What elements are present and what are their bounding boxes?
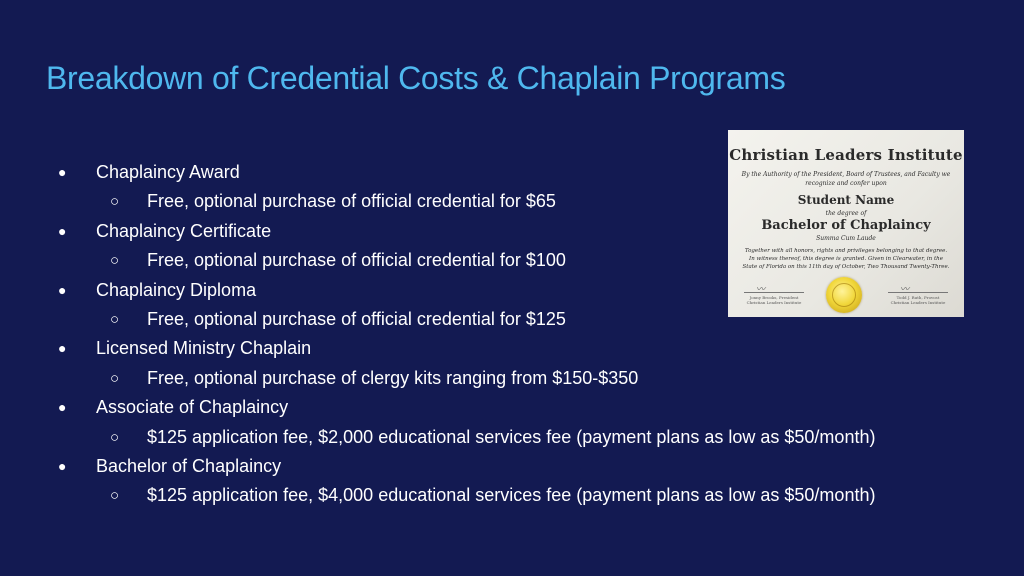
program-label: Chaplaincy Diploma xyxy=(96,279,257,300)
certificate-honors: Summa Cum Laude xyxy=(816,235,876,242)
bullet-icon: ● xyxy=(58,164,67,180)
program-cost: Free, optional purchase of clergy kits ranging from $150-$350 xyxy=(147,367,639,388)
signature-line xyxy=(744,292,804,293)
signature-right xyxy=(888,282,948,308)
program-label: Chaplaincy Award xyxy=(96,162,240,182)
bullet-icon: ● xyxy=(58,281,67,298)
program-cost: Free, optional purchase of official credential for $65 xyxy=(147,191,556,212)
list-subitem xyxy=(0,364,1000,393)
program-cost: $125 application fee, $4,000 educational services fee (payment plans as low as $50/month) xyxy=(147,485,876,506)
bullet-icon: ● xyxy=(58,222,67,239)
certificate-degree: Bachelor of Chaplaincy xyxy=(761,218,931,233)
bullet-icon: ● xyxy=(58,340,67,357)
signature-scrawl-icon: 〰 xyxy=(756,285,766,295)
list-subitem xyxy=(0,481,1000,510)
list-subitem xyxy=(0,423,1000,452)
signature-line xyxy=(888,292,948,293)
list-item xyxy=(0,452,1000,481)
gold-seal-icon xyxy=(826,277,862,313)
bullet-icon: ● xyxy=(58,399,67,416)
signature-left xyxy=(744,282,804,308)
signature-name: Todd J. Ruth, Provost Christian Leaders Institute xyxy=(890,295,946,305)
certificate-body-text: Together with all honors, rights and privileges belonging to that degree. In witness thereof, this degree is granted. Given in Clearwater, in the State of Florida on this 11th day of October, Two Thousand Twenty-Three. xyxy=(742,248,950,270)
circle-bullet-icon: ○ xyxy=(110,310,120,328)
list-item xyxy=(0,334,1000,363)
slide-title: Breakdown of Credential Costs & Chaplain Programs xyxy=(46,60,786,96)
circle-bullet-icon: ○ xyxy=(110,428,120,446)
circle-bullet-icon: ○ xyxy=(110,369,120,387)
program-label: Associate of Chaplaincy xyxy=(96,397,289,418)
signature-name: Jonny Brooks, President Christian Leaders Institute xyxy=(746,295,802,305)
program-label: Chaplaincy Certificate xyxy=(96,220,272,241)
bullet-icon: ● xyxy=(58,457,67,474)
certificate-student-name: Student Name xyxy=(797,193,895,207)
certificate-authority-text: By the Authority of the President, Board of Trustees, and Faculty we recognize and confer upon xyxy=(741,171,951,187)
circle-bullet-icon: ○ xyxy=(110,193,120,211)
program-label: Licensed Ministry Chaplain xyxy=(96,338,312,359)
program-cost: Free, optional purchase of official credential for $125 xyxy=(147,308,566,329)
circle-bullet-icon: ○ xyxy=(110,487,120,505)
signature-scrawl-icon: 〰 xyxy=(900,285,910,295)
program-label: Bachelor of Chaplaincy xyxy=(96,455,282,476)
circle-bullet-icon: ○ xyxy=(110,252,120,270)
list-item xyxy=(0,393,1000,422)
certificate-degree-of: the degree of xyxy=(825,210,867,217)
certificate-institution: Christian Leaders Institute xyxy=(729,146,963,164)
certificate-image xyxy=(728,130,964,317)
program-cost: $125 application fee, $2,000 educational services fee (payment plans as low as $50/month) xyxy=(147,426,876,447)
program-cost: Free, optional purchase of official credential for $100 xyxy=(147,250,566,271)
